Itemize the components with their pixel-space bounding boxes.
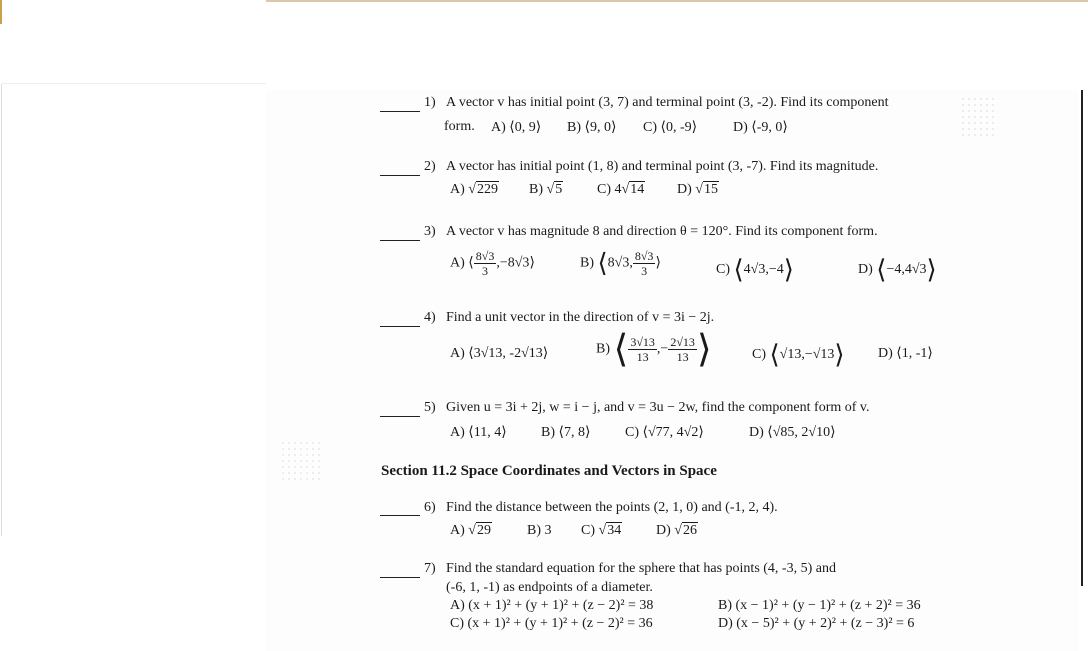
q4-choice-b: B) ⟨ $\frac{3√13}{13}$ ,− $\frac{2√13}{13}$ ⟩ bbox=[596, 328, 712, 371]
frame-vertical-divider bbox=[1, 84, 2, 536]
question-number-5: 5) bbox=[424, 400, 436, 415]
q2-choice-c: C) 4√14 bbox=[597, 182, 645, 197]
q4-choice-d: D) ⟨1, -1⟩ bbox=[878, 346, 933, 361]
q3-choice-d: D) ⟨−4,4√3⟩ bbox=[858, 255, 937, 284]
answer-blank-1[interactable] bbox=[380, 111, 420, 112]
question-1-text: A vector v has initial point (3, 7) and terminal point (3, -2). Find its component bbox=[446, 95, 889, 110]
q1-choice-b: B) ⟨9, 0⟩ bbox=[567, 120, 617, 135]
question-3-text: A vector v has magnitude 8 and direction θ = 120°. Find its component form. bbox=[446, 224, 878, 239]
fraction: $\frac{3√13}{13}$ bbox=[630, 335, 655, 364]
q7-choice-a: A) (x + 1)² + (y + 1)² + (z − 2)² = 38 bbox=[450, 598, 654, 613]
q1-choice-a: A) ⟨0, 9⟩ bbox=[491, 120, 542, 135]
answer-blank-3[interactable] bbox=[380, 240, 420, 241]
q2-choice-a: A) √229 bbox=[450, 182, 498, 197]
q5-choice-c: C) ⟨√77, 4√2⟩ bbox=[625, 425, 704, 440]
q3-choice-b: B) ⟨8√3, $\frac{8√3}{3}$ ⟩ bbox=[580, 248, 661, 278]
page-right-edge bbox=[1081, 90, 1083, 586]
frame-left-border bbox=[0, 0, 2, 24]
fraction: $\frac{8√3}{3}$ bbox=[634, 249, 654, 278]
question-7-text-cont: (-6, 1, -1) as endpoints of a diameter. bbox=[446, 580, 653, 595]
q6-choice-d: D) √26 bbox=[656, 523, 697, 538]
question-number-2: 2) bbox=[424, 159, 436, 174]
answer-blank-4[interactable] bbox=[380, 326, 420, 327]
q7-choice-b: B) (x − 1)² + (y − 1)² + (z + 2)² = 36 bbox=[718, 598, 921, 613]
question-4-text: Find a unit vector in the direction of v = 3i − 2j. bbox=[446, 310, 715, 325]
q7-choice-c: C) (x + 1)² + (y + 1)² + (z − 2)² = 36 bbox=[450, 616, 653, 631]
answer-blank-5[interactable] bbox=[380, 416, 420, 417]
q1-choice-c: C) ⟨0, -9⟩ bbox=[643, 120, 698, 135]
scan-noise bbox=[280, 440, 320, 480]
answer-blank-6[interactable] bbox=[380, 515, 420, 516]
scan-noise bbox=[960, 96, 996, 136]
q4-choice-a: A) ⟨3√13, -2√13⟩ bbox=[450, 346, 549, 361]
question-number-3: 3) bbox=[424, 224, 436, 239]
question-number-7: 7) bbox=[424, 561, 436, 576]
q5-choice-d: D) ⟨√85, 2√10⟩ bbox=[749, 425, 836, 440]
frame-top-border bbox=[266, 0, 1088, 2]
q5-choice-a: A) ⟨11, 4⟩ bbox=[450, 425, 507, 440]
question-number-6: 6) bbox=[424, 500, 436, 515]
fraction: $\frac{2√13}{13}$ bbox=[670, 335, 695, 364]
question-6-text: Find the distance between the points (2, 1, 0) and (-1, 2, 4). bbox=[446, 500, 778, 515]
q3-choice-a: A) ⟨ $\frac{8√3}{3}$ ,−8√3⟩ bbox=[450, 249, 535, 278]
question-1-text-cont: form. bbox=[444, 119, 475, 134]
q6-choice-a: A) √29 bbox=[450, 523, 491, 538]
question-number-4: 4) bbox=[424, 310, 436, 325]
fraction: $\frac{8√3}{3}$ bbox=[475, 249, 495, 278]
answer-blank-7[interactable] bbox=[380, 577, 420, 578]
q3-choice-c: C) ⟨4√3,−4⟩ bbox=[716, 255, 794, 284]
question-5-text: Given u = 3i + 2j, w = i − j, and v = 3u − 2w, find the component form of v. bbox=[446, 400, 870, 415]
section-heading: Section 11.2 Space Coordinates and Vectors in Space bbox=[381, 463, 717, 479]
frame-divider bbox=[2, 83, 266, 84]
question-number-1: 1) bbox=[424, 95, 436, 110]
answer-blank-2[interactable] bbox=[380, 175, 420, 176]
q2-choice-b: B) √5 bbox=[529, 182, 563, 197]
q6-choice-b: B) 3 bbox=[527, 523, 552, 538]
q7-choice-d: D) (x − 5)² + (y + 2)² + (z − 3)² = 6 bbox=[718, 616, 915, 631]
q6-choice-c: C) √34 bbox=[581, 523, 622, 538]
q2-choice-d: D) √15 bbox=[677, 182, 718, 197]
q4-choice-c: C) ⟨√13,−√13⟩ bbox=[752, 340, 845, 369]
question-7-text: Find the standard equation for the sphere that has points (4, -3, 5) and bbox=[446, 561, 836, 576]
question-2-text: A vector has initial point (1, 8) and terminal point (3, -7). Find its magnitude. bbox=[446, 159, 879, 174]
q5-choice-b: B) ⟨7, 8⟩ bbox=[541, 425, 591, 440]
q1-choice-d: D) ⟨-9, 0⟩ bbox=[733, 120, 788, 135]
